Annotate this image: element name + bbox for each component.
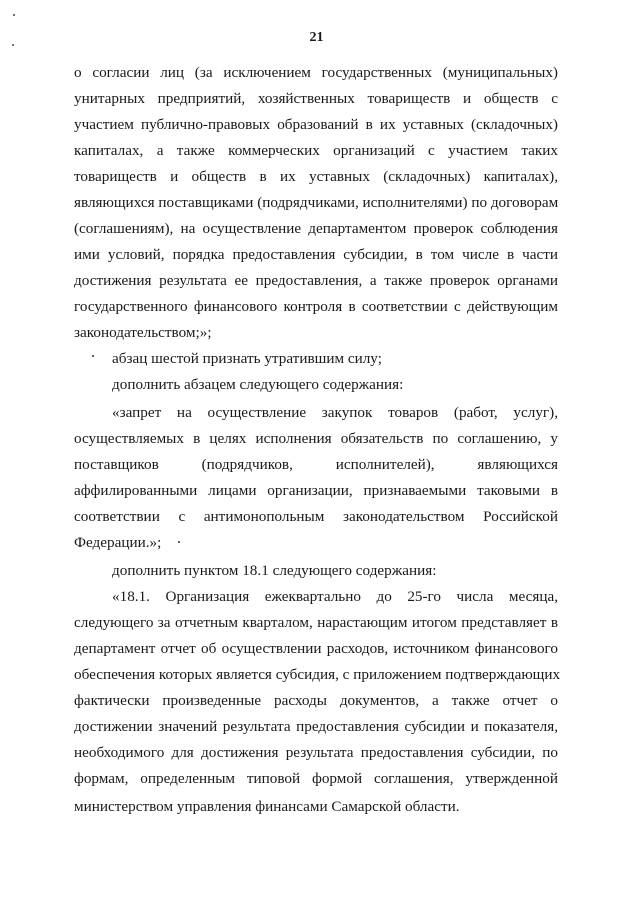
text-line: Федерации.»;: [74, 534, 162, 551]
text-line: осуществляемых в целях исполнения обязательств по соглашению, у: [74, 430, 558, 447]
page-number: 21: [309, 30, 324, 45]
text-line: ими условий, порядка предоставления субсидии, в том числе в части: [74, 246, 558, 263]
text-line: департамент отчет об осуществлении расходов, источником финансового: [74, 640, 558, 657]
text-line: формам, определенным типовой формой соглашения, утвержденной: [74, 770, 558, 787]
text-line: о согласии лиц (за исключением государственных (муниципальных): [74, 64, 558, 81]
text-line: достижении значений результата предоставления субсидии и показателя,: [74, 718, 558, 735]
text-line: товариществ и обществ в их уставных (складочных) капиталах),: [74, 168, 558, 185]
text-line: министерством управления финансами Самарской области.: [74, 798, 460, 815]
paragraph-first-line: «запрет на осуществление закупок товаров (работ, услуг),: [112, 404, 558, 421]
text-line: (соглашениям), на осуществление департаментом проверок соблюдения: [74, 220, 558, 237]
text-line: законодательством;»;: [74, 324, 212, 341]
text-line: унитарных предприятий, хозяйственных товариществ и обществ с: [74, 90, 558, 107]
text-line: аффилированными лицами организации, признаваемыми таковыми в: [74, 482, 558, 499]
text-line: соответствии с антимонопольным законодательством Российской: [74, 508, 558, 525]
text-line: поставщиков (подрядчиков, исполнителей), являющихся: [74, 456, 558, 473]
scan-speck: [178, 541, 180, 543]
paragraph-first-line: дополнить абзацем следующего содержания:: [112, 376, 404, 393]
paragraph-first-line: «18.1. Организация ежеквартально до 25-го числа месяца,: [112, 588, 558, 605]
text-line: достижения результата ее предоставления, а также проверок органами: [74, 272, 558, 289]
scan-speck: [13, 14, 15, 16]
paragraph-first-line: абзац шестой признать утратившим силу;: [112, 350, 382, 367]
text-line: следующего за отчетным кварталом, нарастающим итогом представляет в: [74, 614, 558, 631]
text-line: капиталах, а также коммерческих организаций с участием таких: [74, 142, 558, 159]
text-line: обеспечения которых является субсидия, с приложением подтверждающих: [74, 666, 561, 683]
scan-speck: [12, 44, 14, 46]
text-line: необходимого для достижения результата предоставления субсидии, по: [74, 744, 558, 761]
paragraph-first-line: дополнить пунктом 18.1 следующего содержания:: [112, 562, 437, 579]
text-line: фактически произведенные расходы документов, а также отчет о: [74, 692, 558, 709]
text-line: участием публично-правовых образований в их уставных (складочных): [74, 116, 558, 133]
scan-speck: [92, 355, 94, 357]
text-line: являющихся поставщиками (подрядчиками, исполнителями) по договорам: [74, 194, 559, 211]
text-line: государственного финансового контроля в соответствии с действующим: [74, 298, 558, 315]
